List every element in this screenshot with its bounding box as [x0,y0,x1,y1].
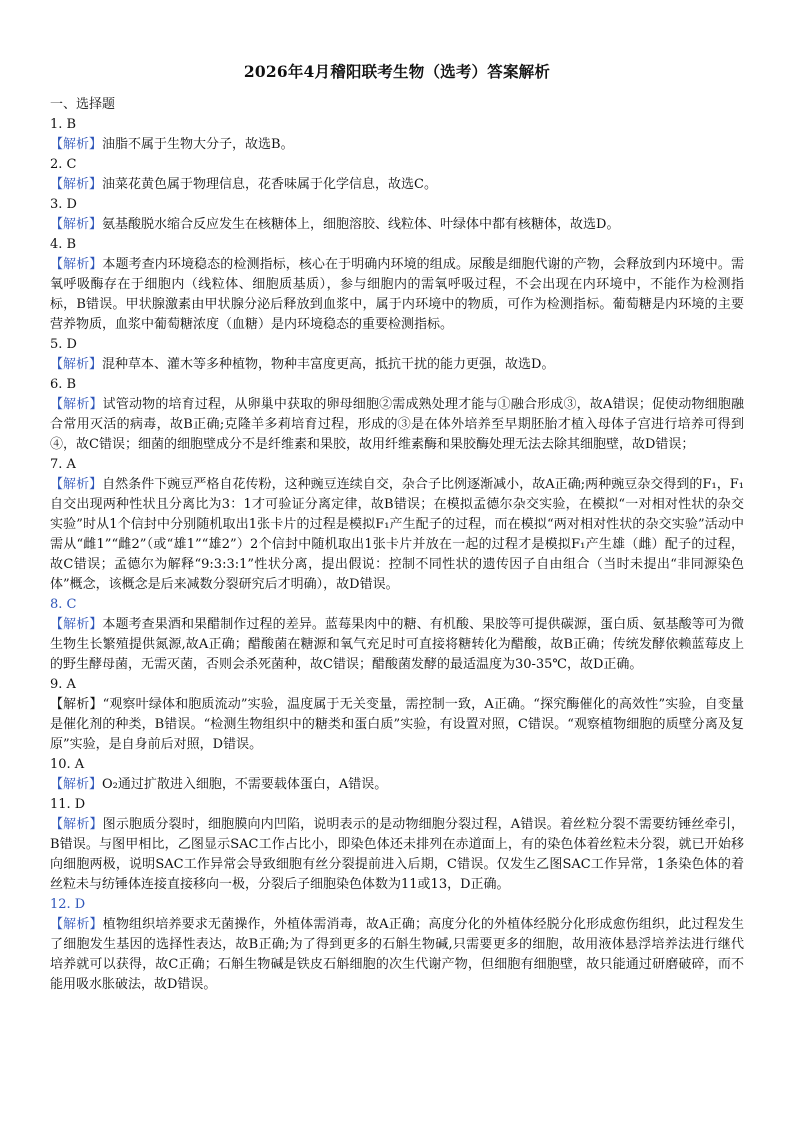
explanation-text: 混种草本、灌木等多种植物，物种丰富度更高，抵抗干扰的能力更强，故选D。 [102,357,555,372]
explanation [50,175,744,195]
explanation-tag: 【解析】 [50,217,103,232]
explanation-text: 试管动物的培育过程，从卵巢中获取的卵母细胞②需成熟处理才能与①融合形成③，故A错误；促使动物细胞融合常用灭活的病毒，故B正确;克隆羊多莉培育过程，形成的③是在体外培养至早期胚胎才植入母体子宫进行培养可得到④，故C错误；细菌的细胞壁成分不是纤维素和果胶，故用纤维素酶和果胶酶处理无法去除其细胞壁，故D错误； [50,397,744,452]
explanation-tag: 【解析】 [50,257,103,272]
answer-key: 5. D [50,337,77,352]
answer-document [50,60,744,995]
answer-key: 7. A [50,457,76,472]
explanation [50,255,744,335]
explanation [50,135,744,155]
explanation-tag: 【解析】 [50,777,103,792]
answer-item [50,155,744,195]
answer-item [50,595,744,675]
explanation-tag: 【解析】 [50,177,103,192]
explanation [50,775,744,795]
section-heading: 一、选择题 [50,97,116,112]
answer-list [50,115,744,995]
answer-item [50,755,744,795]
explanation-text: 图示胞质分裂时，细胞膜向内凹陷，说明表示的是动物细胞分裂过程，A错误。着丝粒分裂不需要纺锤丝牵引，B错误。与图甲相比，乙图显示SAC工作占比小，即染色体还未排列在赤道面上，有的染色体着丝粒未分裂，就已开始移向细胞两极，说明SAC工作异常会导致细胞有丝分裂提前进入后期，C错误。仅发生乙图SAC工作异常，1条染色体的着丝粒未与纺锤体连接直接移向一极，分裂后子细胞染色体数为11或13，D正确。 [50,817,744,892]
page-title: 2026年4月稽阳联考生物（选考）答案解析 [243,62,551,81]
answer-item [50,195,744,235]
explanation-tag: 【解析】 [50,917,103,932]
answer-item [50,335,744,375]
explanation-text: 本题考查果酒和果醋制作过程的差异。蓝莓果肉中的糖、有机酸、果胶等可提供碳源，蛋白质、氨基酸等可为微生物生长繁殖提供氮源,故A正确；醋酸菌在糖源和氧气充足时可直接将糖转化为醋酸，故B正确；传统发酵依赖蓝莓皮上的野生酵母菌，无需灭菌，否则会杀死菌种，故C错误；醋酸菌发酵的最适温度为30-35℃，故D正确。 [50,617,744,672]
explanation-text: 氨基酸脱水缩合反应发生在核糖体上，细胞溶胶、线粒体、叶绿体中都有核糖体，故选D。 [102,217,620,232]
explanation [50,395,744,455]
answer-key: 12. D [50,897,86,912]
explanation [50,615,744,675]
explanation-tag: 【解析】 [50,817,103,832]
explanation-tag: 【解析】 [50,357,103,372]
explanation [50,215,744,235]
explanation-text: 油脂不属于生物大分子，故选B。 [102,137,294,152]
answer-item [50,795,744,895]
explanation-tag: 【解析】 [50,617,103,632]
explanation-text: 植物组织培养要求无菌操作，外植体需消毒，故A正确；高度分化的外植体经脱分化形成愈伤组织，此过程发生了细胞发生基因的选择性表达，故B正确;为了得到更多的石斛生物碱,只需要更多的细胞，故用液体悬浮培养法进行继代培养就可以获得，故C正确；石斛生物碱是铁皮石斛细胞的次生代谢产物，但细胞有细胞壁，故只能通过研磨破碎，而不能用吸水胀破法，故D错误。 [50,917,744,992]
answer-key: 11. D [50,797,86,812]
explanation [50,355,744,375]
answer-key: 8. C [50,597,77,612]
explanation-text: 自然条件下豌豆严格自花传粉，这种豌豆连续自交，杂合子比例逐渐减小，故A正确;两种豌豆杂交得到的F₁，F₁自交出现两种性状且分离比为3：1才可验证分离定律，故B错误；在模拟孟德尔杂交实验，在模拟“一对相对性状的杂交实验”时从1个信封中分别随机取出1张卡片的过程是模拟F₁产生配子的过程，而在模拟“两对相对性状的杂交实验”活动中需从“雌1”“雌2”（或“雄1”“雄2”）2个信封中随机取出1张卡片并放在一起的过程才是模拟F₁产生雄（雌）配子的过程，故C错误；孟德尔为解释“9:3:3:1”性状分离，提出假说：控制不同性状的遗传因子自由组合（当时未提出“非同源染色体”概念，该概念是后来减数分裂研究后才明确），故D错误。 [50,477,744,592]
explanation-text: O₂通过扩散进入细胞，不需要载体蛋白，A错误。 [102,777,388,792]
explanation-text: 油菜花黄色属于物理信息，花香味属于化学信息，故选C。 [102,177,437,192]
explanation-text: “观察叶绿体和胞质流动”实验，温度属于无关变量，需控制一致，A正确。“探究酶催化的高效性”实验，自变量是催化剂的种类，B错误。“检测生物组织中的糖类和蛋白质”实验，有设置对照，C错误。“观察植物细胞的质壁分离及复原”实验，是自身前后对照，D错误。 [50,697,744,752]
explanation [50,815,744,895]
answer-key: 9. A [50,677,76,692]
answer-item [50,675,744,755]
explanation-tag: 【解析】 [50,137,103,152]
answer-key: 2. C [50,157,77,172]
answer-item [50,455,744,595]
explanation [50,695,744,755]
answer-key: 10. A [50,757,85,772]
answer-key: 3. D [50,197,77,212]
explanation-tag: 【解析】 [50,697,103,712]
answer-key: 1. B [50,117,77,132]
explanation-tag: 【解析】 [50,397,103,412]
explanation [50,915,744,995]
answer-item [50,115,744,155]
explanation-text: 本题考查内环境稳态的检测指标，核心在于明确内环境的组成。尿酸是细胞代谢的产物，会释放到内环境中。需氧呼吸酶存在于细胞内（线粒体、细胞质基质），参与细胞内的需氧呼吸过程，不会出现在内环境中，不能作为检测指标，B错误。甲状腺激素由甲状腺分泌后释放到血浆中，属于内环境中的物质，可作为检测指标。葡萄糖是内环境的主要营养物质，血浆中葡萄糖浓度（血糖）是内环境稳态的重要检测指标。 [50,257,744,332]
answer-key: 6. B [50,377,77,392]
answer-item [50,895,744,995]
explanation-tag: 【解析】 [50,477,103,492]
explanation [50,475,744,595]
answer-item [50,375,744,455]
answer-key: 4. B [50,237,77,252]
answer-item [50,235,744,335]
